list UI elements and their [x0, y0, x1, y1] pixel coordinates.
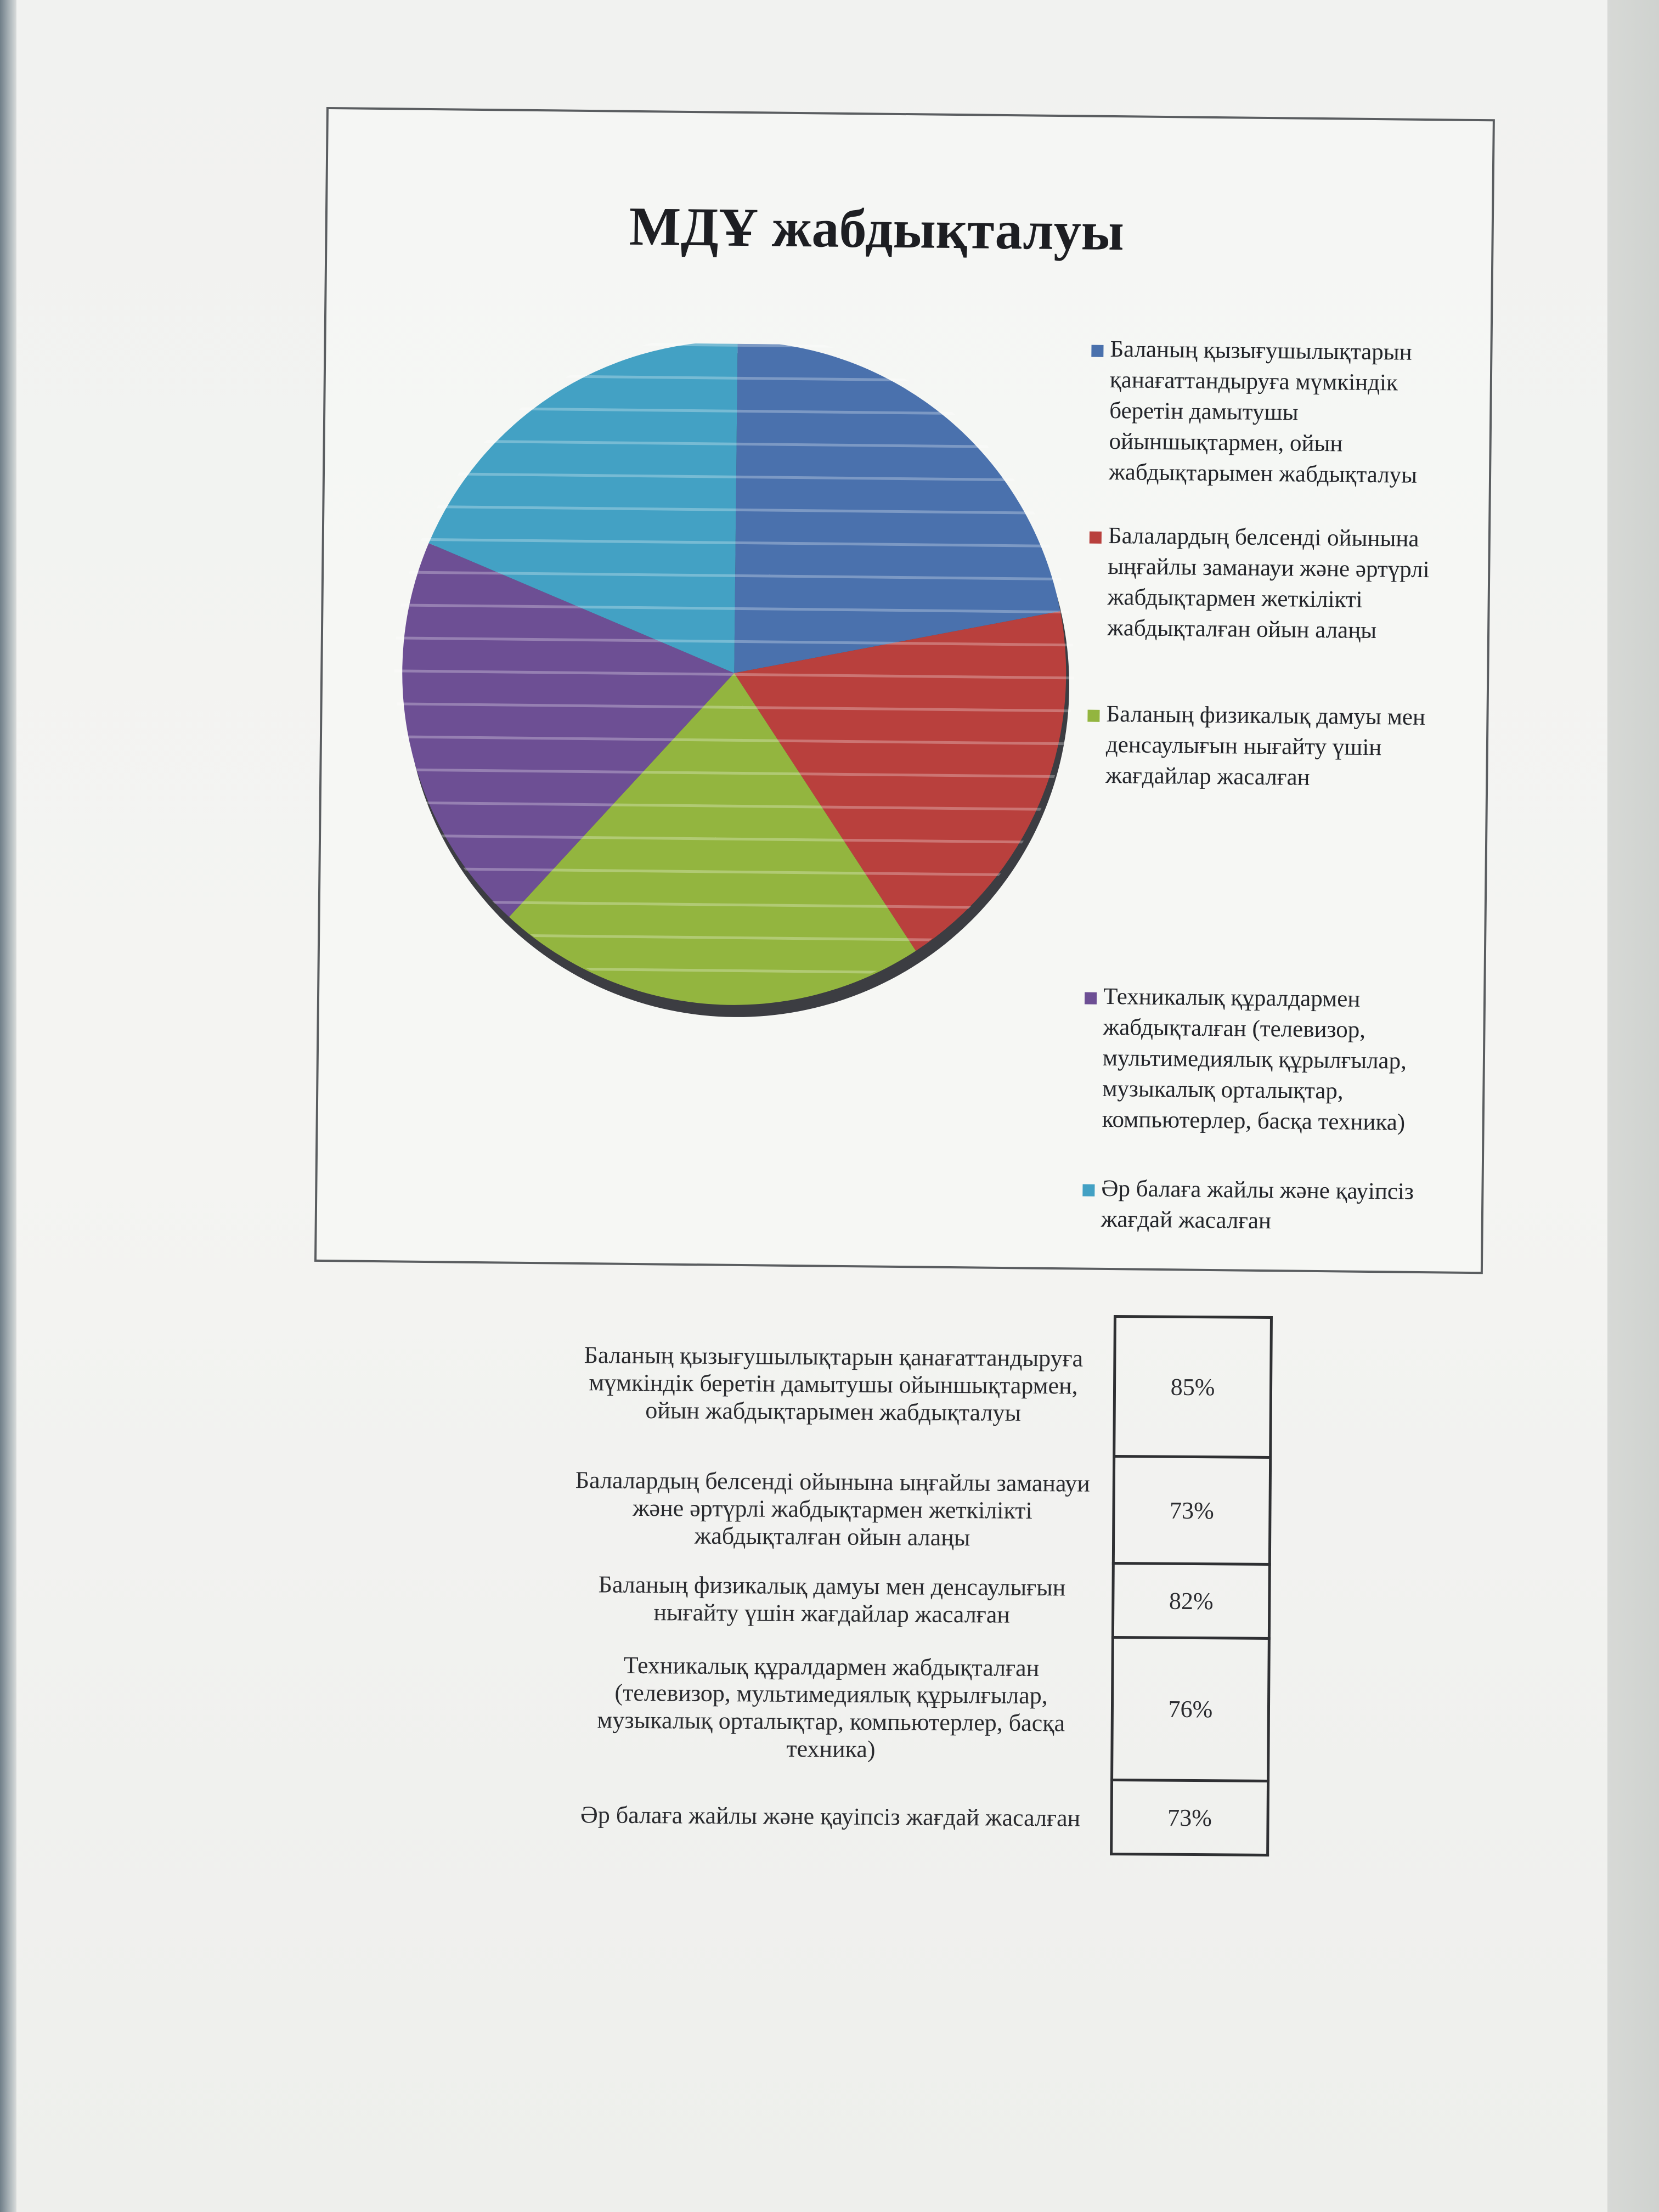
- legend-swatch: [1082, 1184, 1094, 1197]
- paper-page: [16, 0, 1607, 2212]
- page-right-edge: [1607, 0, 1659, 2212]
- table-row-value: 82%: [1111, 1565, 1271, 1640]
- table-row: [562, 1635, 1287, 1782]
- data-table: [561, 1311, 1289, 1857]
- legend-item-4: [1085, 981, 1463, 1136]
- legend-label: Техникалық құралдармен жабдықталған (телевизор, мультимедиялық құрылғылар, музыкалық орталықтар, компьютерлер, басқа техника): [1102, 983, 1407, 1136]
- legend-swatch: [1087, 710, 1099, 722]
- legend-item-5: [1083, 1173, 1462, 1234]
- legend-item-1: [1092, 334, 1470, 488]
- table-row-label: Әр балаға жайлы және қауіпсіз жағдай жасалған: [580, 1801, 1081, 1832]
- table-row-label: Баланың қызығушылықтарын қанағаттандыруға мүмкіндік беретін дамытушы ойыншықтармен, ойын жабдықтарымен жабдықталуы: [584, 1341, 1084, 1426]
- table-row-value: 76%: [1110, 1639, 1271, 1782]
- table-row: [563, 1454, 1288, 1566]
- page-left-edge: [0, 0, 16, 2212]
- pie-chart: [390, 340, 1088, 1039]
- table-row: [564, 1311, 1289, 1459]
- legend-swatch: [1085, 992, 1097, 1005]
- legend-label: Әр балаға жайлы және қауіпсіз жағдай жасалған: [1101, 1175, 1414, 1234]
- chart-legend: [1092, 334, 1470, 1234]
- legend-label: Балалардың белсенді ойынына ыңғайлы заманауи және әртүрлі жабдықтармен жеткілікті жабдықталған ойын алаңы: [1107, 522, 1430, 644]
- chart-title: МДҰ жабдықталуы: [629, 195, 1125, 262]
- table-row-value: 73%: [1110, 1781, 1269, 1857]
- legend-item-3: [1088, 699, 1466, 791]
- table-row-label: Балалардың белсенді ойынына ыңғайлы заманауи және әртүрлі жабдықтармен жеткілікті жабдықталған ойын алаңы: [575, 1466, 1090, 1551]
- legend-swatch: [1091, 345, 1103, 357]
- table-row-label: Техникалық құралдармен жабдықталған (телевизор, мультимедиялық құрылғылар, музыкалық орталықтар, компьютерлер, басқа техника): [597, 1651, 1065, 1763]
- table-row-value: 85%: [1113, 1315, 1273, 1459]
- table-row: [563, 1561, 1288, 1640]
- legend-item-2: [1090, 521, 1468, 644]
- chart-frame: [314, 107, 1495, 1274]
- table-row: [561, 1778, 1286, 1857]
- legend-label: Баланың физикалық дамуы мен денсаулығын нығайту үшін жағдайлар жасалған: [1105, 701, 1426, 791]
- table-row-value: 73%: [1112, 1458, 1272, 1566]
- table-row-label: Баланың физикалық дамуы мен денсаулығын нығайту үшін жағдайлар жасалған: [598, 1570, 1066, 1628]
- legend-swatch: [1090, 532, 1102, 544]
- legend-label: Баланың қызығушылықтарын қанағаттандыруға мүмкіндік беретін дамытушы ойыншықтармен, ойын жабдықтарымен жабдықталуы: [1108, 336, 1418, 488]
